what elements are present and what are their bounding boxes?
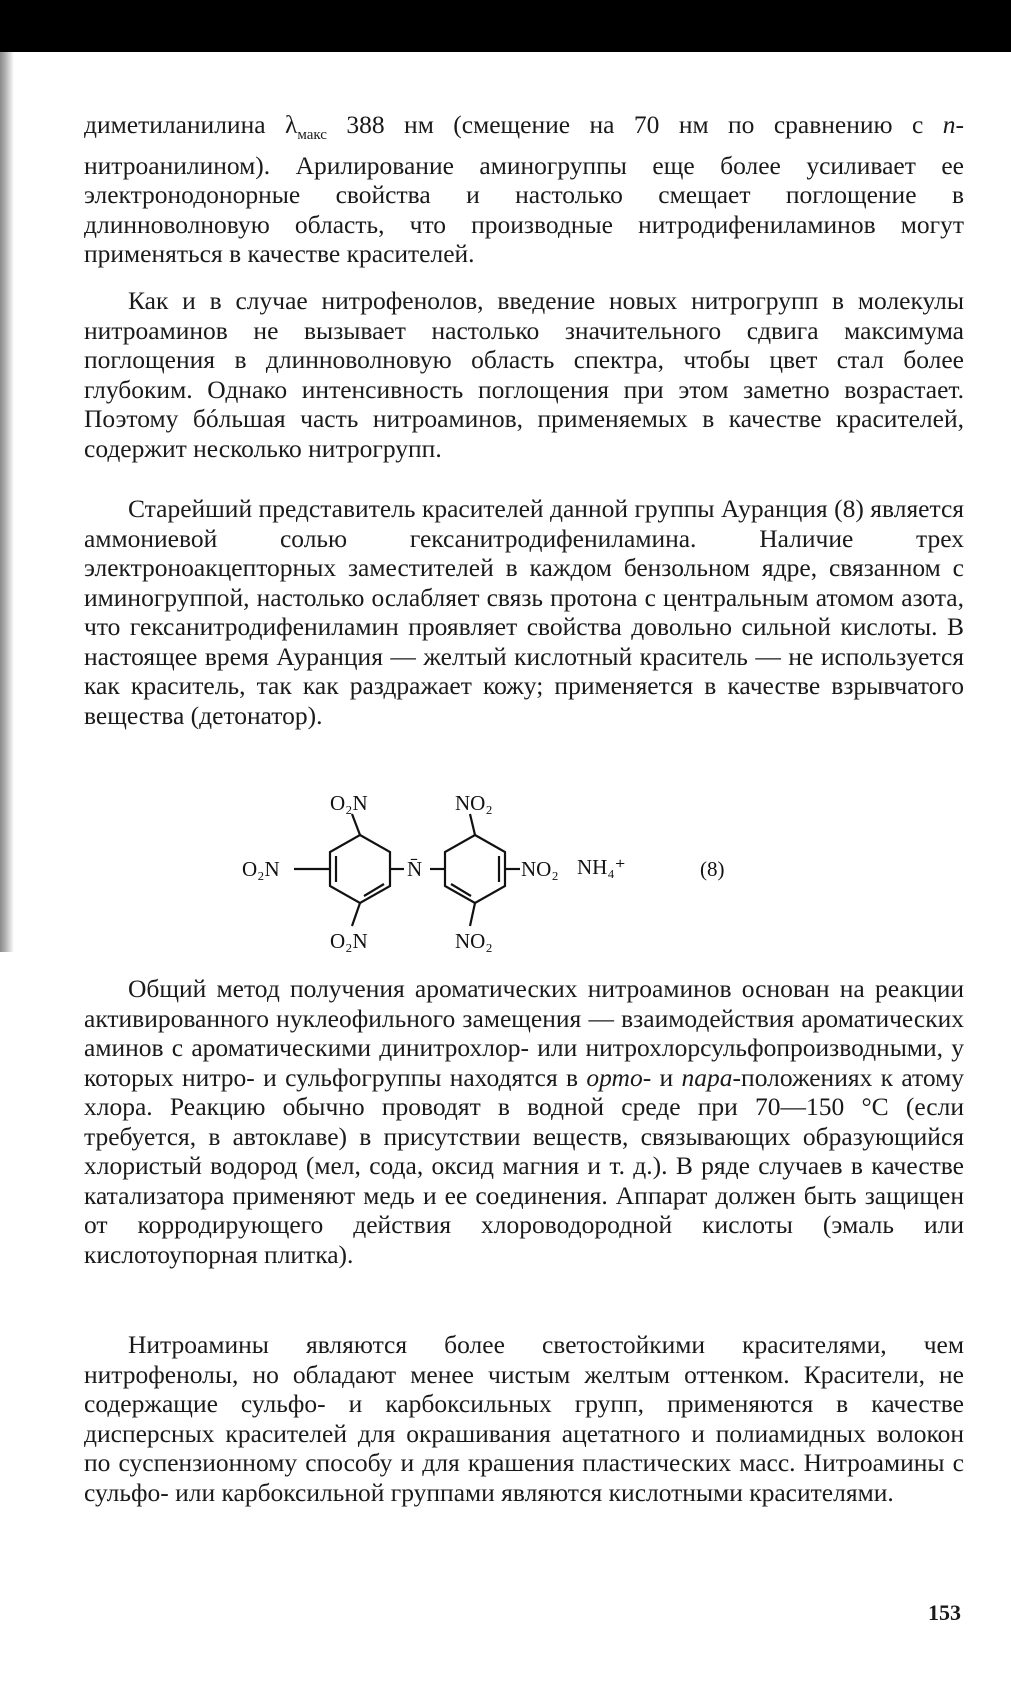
page-number: 153 bbox=[928, 1600, 961, 1625]
p3-text: Старейший представитель красителей данной группы Ауранция (8) является аммониевой солью гексанитродифениламина. Наличие трех электроноакцепторных заместителей в каждом бензольном ядре, связанном с иминогруппой, настолько ослабляет связь протона с центральным атомом азота, что гексанитродифениламин проявляет свойства довольно сильной кислоты. В настоящее время Ауранция — желтый кислотный краситель — не используется как краситель, так как раздражает кожу; применяется в качестве взрывчатого вещества (детонатор). bbox=[84, 494, 964, 730]
p4-text-a: Общий метод получения ароматических нитроаминов основан на реакции активированного нуклеофильного замещения — взаимодействия ароматических аминов с ароматическими динитрохлор- или нитрохлорсульфопроизводными, у которых нитро- и сульфогруппы находятся в bbox=[84, 974, 964, 1092]
left-benzene-ring bbox=[330, 835, 390, 903]
p1-italic-n: n bbox=[942, 110, 956, 139]
lambda-max-subscript: макс bbox=[297, 127, 327, 144]
o2n-left-label: O₂N bbox=[242, 857, 280, 881]
p4-text-c: положениях к атому хлора. Реакцию обычно проводят в водной среде при 70—150 °С (если требуется, в автоклаве) в присутствии веществ, связывающих образующийся хлористый водород (мел, сода, оксид магния и т. д.). В ряде случаев в качестве катализатора применяют медь и ее соединения. Аппарат должен быть защищен от корродирующего действия хлороводородной кислоты (эмаль или кислотоупорная плитка). bbox=[84, 1062, 964, 1269]
paragraph-4 bbox=[84, 974, 964, 1269]
no2-right-label: NO₂ bbox=[521, 857, 559, 881]
p1-text-c: -нитроанилином). Арилирование аминогруппы еще более усиливает ее электронодонорные свойства и настолько смещает поглощение в длинноволновую область, что производные нитродифениламинов могут применяться в качестве красителей. bbox=[84, 110, 964, 269]
p4-italic-para: пара- bbox=[681, 1062, 742, 1092]
paragraph-1 bbox=[84, 110, 964, 269]
p2-text: Как и в случае нитрофенолов, введение новых нитрогрупп в молекулы нитроаминов не вызывает настолько значительного сдвига максимума поглощения в длинноволновую область спектра, чтобы цвет стал более глубоким. Однако интенсивность поглощения при этом заметно возрастает. Поэтому бóльшая часть нитроаминов, применяемых в качестве красителей, содержит несколько нитрогрупп. bbox=[84, 286, 964, 463]
o2n-top-left-label: O₂N bbox=[330, 791, 368, 815]
scan-left-edge bbox=[0, 52, 14, 952]
no2-bottom-right-label: NO₂ bbox=[455, 929, 493, 953]
paragraph-5 bbox=[84, 1330, 964, 1507]
paragraph-2 bbox=[84, 286, 964, 463]
no2-top-right-label: NO₂ bbox=[455, 791, 493, 815]
ammonium-label: NH₄⁺ bbox=[577, 855, 626, 879]
o2n-bottom-left-label: O₂N bbox=[330, 929, 368, 953]
p4-italic-orto: орто- bbox=[586, 1062, 652, 1092]
p1-text-b: 388 нм (смещение на 70 нм по сравнению с bbox=[326, 110, 943, 139]
p1-text-a: диметиланилина λ bbox=[84, 110, 298, 139]
central-nitrogen-label: N̄ bbox=[407, 857, 423, 881]
p4-text-b: и bbox=[651, 1062, 682, 1092]
right-benzene-ring bbox=[445, 835, 505, 903]
compound-number-label: (8) bbox=[700, 857, 725, 881]
p5-text: Нитроамины являются более светостойкими красителями, чем нитрофенолы, но обладают менее чистым желтым оттенком. Красители, не содержащие сульфо- и карбоксильных групп, применяются в качестве дисперсных красителей для окрашивания ацетатного и полиамидных волокон по суспензионному способу и для крашения пластических масс. Нитроамины с сульфо- или карбоксильной группами являются кислотными красителями. bbox=[84, 1330, 964, 1507]
aurantia-structure-diagram bbox=[242, 790, 810, 980]
scan-top-border bbox=[0, 0, 1011, 52]
paragraph-3 bbox=[84, 494, 964, 730]
